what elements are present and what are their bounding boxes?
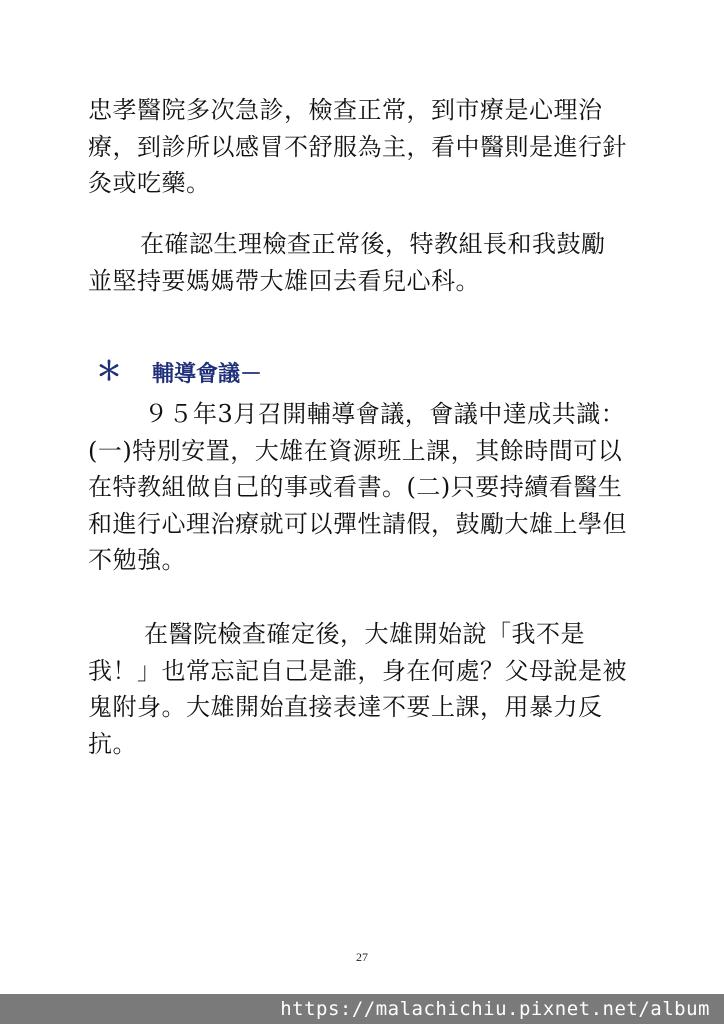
section-heading <box>96 356 262 388</box>
body-paragraph-3: ９５年3月召開輔導會議，會議中達成共識：(一)特別安置，大雄在資源班上課，其餘時間可以在特教組做自己的事或看書。(二)只要持續看醫生和進行心理治療就可以彈性請假，鼓勵大雄上學但不勉強。 <box>88 400 627 574</box>
page-number: 27 <box>356 950 368 964</box>
body-paragraph-2: 在確認生理檢查正常後，特教組長和我鼓勵並堅持要媽媽帶大雄回去看兒心科。 <box>88 230 606 295</box>
asterisk-icon: ＊ <box>96 357 123 387</box>
watermark-url: https://malachichiu.pixnet.net/album <box>0 994 724 1024</box>
body-paragraph-4: 在醫院檢查確定後，大雄開始說「我不是我！」也常忘記自己是誰，身在何處？父母說是被鬼附身。大雄開始直接表達不要上課，用暴力反抗。 <box>88 620 627 758</box>
body-paragraph-1: 忠孝醫院多次急診，檢查正常，到市療是心理治療，到診所以感冒不舒服為主，看中醫則是進行針灸或吃藥。 <box>88 96 627 197</box>
section-heading-title: 輔導會議－ <box>152 361 263 387</box>
